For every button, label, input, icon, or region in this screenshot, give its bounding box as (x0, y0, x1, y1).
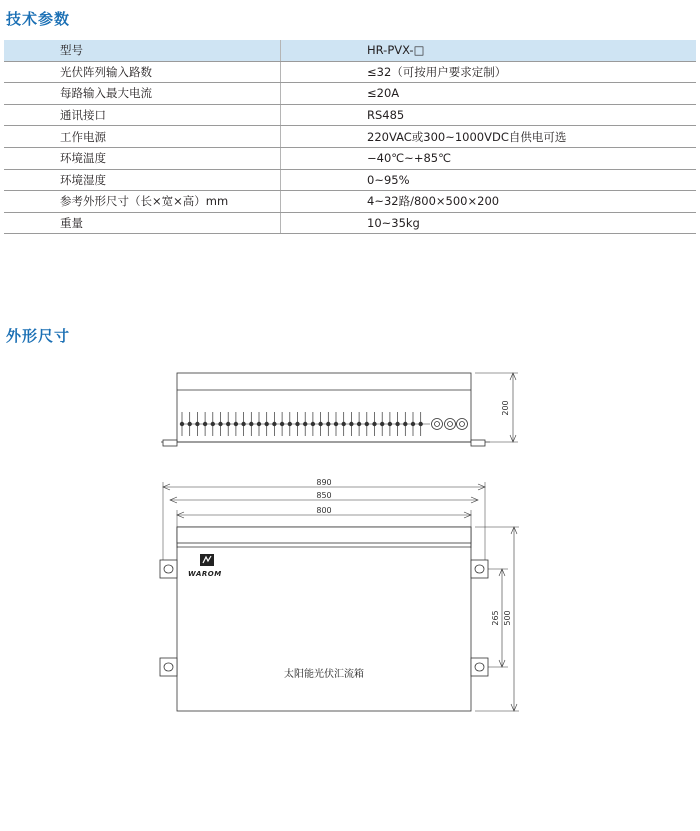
side-view-body (177, 373, 471, 442)
connector-nut (196, 422, 200, 426)
gland (448, 422, 453, 427)
box-label: 太阳能光伏汇流箱 (284, 669, 364, 680)
spec-value: 4~32路/800×500×200 (281, 191, 697, 213)
spec-value: ≤32（可按用户要求定制） (281, 61, 697, 83)
connector-nut (296, 422, 300, 426)
spec-value: 10~35kg (281, 212, 697, 234)
connector-nut (342, 422, 346, 426)
spec-value: 220VAC或300~1000VDC自供电可选 (281, 126, 697, 148)
connector-nut (250, 422, 254, 426)
connector-nut (234, 422, 238, 426)
spec-label: 参考外形尺寸（长×宽×高）mm (4, 191, 281, 213)
dim-label-265: 265 (491, 610, 500, 626)
gland (432, 419, 443, 430)
spec-value: −40℃~+85℃ (281, 147, 697, 169)
bracket-top-left (160, 560, 177, 578)
connector-nut (180, 422, 184, 426)
section-title-dimensions: 外形尺寸 (6, 327, 71, 345)
connector-nut (319, 422, 323, 426)
spec-label: 每路输入最大电流 (4, 83, 281, 105)
spec-value: RS485 (281, 104, 697, 126)
spec-label: 工作电源 (4, 126, 281, 148)
connector-nut (357, 422, 361, 426)
connector-nut (311, 422, 315, 426)
spec-label: 型号 (4, 40, 281, 61)
section-title-specs: 技术参数 (6, 10, 71, 28)
connector-nut (411, 422, 415, 426)
connector-nut (265, 422, 269, 426)
connector-nut (404, 422, 408, 426)
mount-foot-right (471, 440, 485, 446)
connector-nut (419, 422, 423, 426)
dim-label-200: 200 (501, 400, 510, 416)
gland (460, 422, 465, 427)
mount-foot-left (163, 440, 177, 446)
connector-nut (257, 422, 261, 426)
connector-nut (273, 422, 277, 426)
connector-nut (327, 422, 331, 426)
connector-nut (380, 422, 384, 426)
bracket-top-right (471, 560, 488, 578)
dim-label-850: 850 (316, 491, 332, 500)
cable-glands (432, 419, 468, 430)
spec-label: 通讯接口 (4, 104, 281, 126)
front-view-lid (177, 527, 471, 543)
connector-nut (242, 422, 246, 426)
connector-nut (203, 422, 207, 426)
front-view (160, 478, 519, 711)
connector-nut (334, 422, 338, 426)
side-view (161, 373, 518, 446)
spec-label: 光伏阵列输入路数 (4, 61, 281, 83)
dim-label-800: 800 (316, 506, 332, 515)
spec-label: 重量 (4, 212, 281, 234)
connector-nut (303, 422, 307, 426)
connector-nut (388, 422, 392, 426)
front-view-body (177, 527, 471, 711)
warom-logo-text: WAROM (188, 570, 222, 578)
connector-nut (365, 422, 369, 426)
gland (445, 419, 456, 430)
gland (435, 422, 440, 427)
spec-value: 0~95% (281, 169, 697, 191)
connector-nut (219, 422, 223, 426)
connector-nut (211, 422, 215, 426)
connector-nut (288, 422, 292, 426)
spec-value: HR-PVX-□ (281, 40, 697, 61)
bracket-bottom-left (160, 658, 177, 676)
gland (457, 419, 468, 430)
spec-label: 环境温度 (4, 147, 281, 169)
spec-label: 环境湿度 (4, 169, 281, 191)
connector-nut (373, 422, 377, 426)
spec-value: ≤20A (281, 83, 697, 105)
connector-nut (350, 422, 354, 426)
connector-nut (280, 422, 284, 426)
dim-label-500: 500 (503, 610, 512, 626)
dim-label-890: 890 (316, 478, 332, 487)
bracket-bottom-right (471, 658, 488, 676)
connector-nut (226, 422, 230, 426)
connector-nut (396, 422, 400, 426)
connector-nut (188, 422, 192, 426)
